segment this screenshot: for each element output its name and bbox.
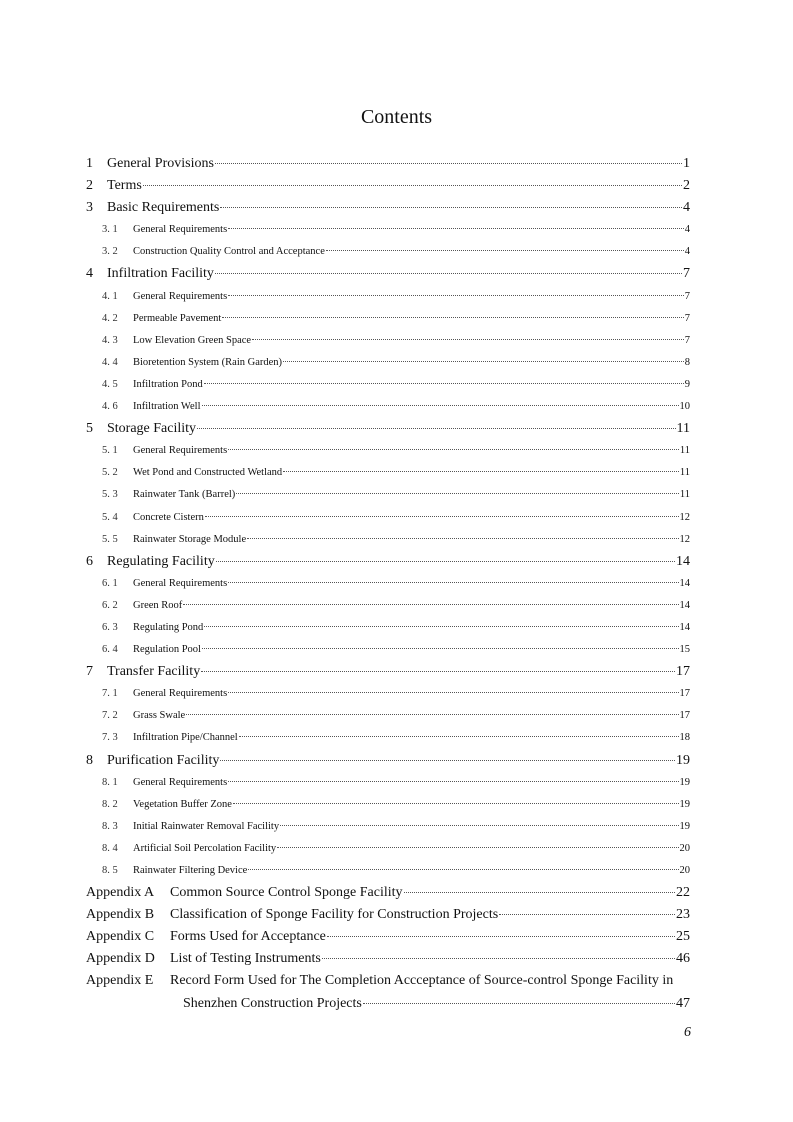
toc-entry-page: 2: [683, 178, 690, 194]
dot-leader: [202, 648, 679, 649]
toc-entry-label: Artificial Soil Percolation Facility: [133, 842, 277, 854]
toc-entry[interactable]: [86, 484, 690, 506]
toc-entry-page: 14: [679, 599, 690, 611]
toc-entry[interactable]: [86, 418, 690, 440]
toc-entry-page: 25: [676, 929, 690, 945]
toc-entry[interactable]: [86, 219, 690, 241]
toc-entry[interactable]: [86, 838, 690, 860]
toc-entry-label: General Requirements: [133, 290, 228, 302]
toc-entry-page: 19: [676, 752, 690, 768]
toc-entry-label: Common Source Control Sponge Facility: [170, 885, 403, 901]
dot-leader: [236, 493, 679, 494]
toc-entry-label: Forms Used for Acceptance: [170, 929, 326, 945]
toc-entry-number: 5. 4: [102, 511, 118, 523]
dot-leader: [228, 582, 678, 583]
dot-leader: [228, 781, 678, 782]
toc-entry-page: 12: [679, 533, 690, 545]
toc-entry-label: Rainwater Storage Module: [133, 533, 247, 545]
toc-entry-number: Appendix C: [86, 929, 155, 945]
dot-leader: [228, 449, 679, 450]
dot-leader: [186, 714, 678, 715]
toc-entry-label-continued: Shenzhen Construction Projects: [183, 995, 362, 1011]
toc-entry-number: 7: [86, 664, 93, 680]
toc-entry-label: Regulating Pond: [133, 621, 204, 633]
toc-entry[interactable]: [86, 330, 690, 352]
dot-leader: [283, 361, 684, 362]
toc-entry-number: 6. 3: [102, 621, 118, 633]
toc-entry-label: Construction Quality Control and Acceptance: [133, 246, 325, 258]
toc-entry-label: Purification Facility: [107, 752, 220, 768]
toc-entry[interactable]: [86, 153, 690, 175]
toc-entry[interactable]: [86, 639, 690, 661]
toc-entry-page: 7: [684, 334, 690, 346]
toc-entry-number: 7. 3: [102, 732, 118, 744]
toc-entry-label: Vegetation Buffer Zone: [133, 798, 232, 810]
toc-entry-page: 17: [679, 710, 690, 722]
dot-leader: [228, 692, 678, 693]
toc-entry-page: 11: [679, 445, 690, 457]
toc-entry-page: 11: [676, 421, 690, 437]
toc-entry-label: General Provisions: [107, 156, 214, 171]
toc-entry[interactable]: [86, 462, 690, 484]
toc-entry-label: Infiltration Pond: [133, 378, 203, 390]
toc-entry-page: 9: [684, 378, 690, 390]
toc-entry-number: 8. 1: [102, 776, 118, 788]
toc-entry-label: Regulation Pool: [133, 644, 201, 656]
dot-leader: [248, 869, 678, 870]
toc-entry-label: General Requirements: [133, 577, 228, 589]
dot-leader: [220, 760, 675, 761]
toc-entry-label: General Requirements: [133, 776, 228, 788]
toc-entry-page: 7: [684, 312, 690, 324]
dot-leader: [216, 561, 675, 562]
dot-leader: [247, 538, 678, 539]
dot-leader: [280, 825, 678, 826]
toc-entry-page: 14: [679, 577, 690, 589]
toc-entry-number: 4. 1: [102, 290, 118, 302]
toc-entry-label: Green Roof: [133, 599, 183, 611]
toc-entry-page: 11: [679, 489, 690, 501]
dot-leader: [327, 936, 675, 937]
toc-entry-label: Record Form Used for The Completion Accceptance of Source-control Sponge Facility in: [170, 973, 674, 989]
toc-entry-label: Wet Pond and Constructed Wetland: [133, 467, 283, 479]
dot-leader: [283, 471, 679, 472]
toc-entry[interactable]: [86, 551, 690, 573]
toc-entry-page: 22: [676, 885, 690, 901]
toc-entry-page: 12: [679, 511, 690, 523]
toc-entry-page: 19: [679, 776, 690, 788]
toc-entry-label: Permeable Pavement: [133, 312, 222, 324]
toc-entry-number: 7. 2: [102, 710, 118, 722]
dot-leader: [222, 317, 683, 318]
dot-leader: [233, 803, 679, 804]
toc-entry[interactable]: [86, 926, 690, 948]
toc-entry[interactable]: [86, 794, 690, 816]
toc-entry-page: 14: [676, 553, 690, 569]
toc-entry-number: 3. 2: [102, 246, 118, 258]
dot-leader: [197, 428, 675, 429]
toc-entry-label: Infiltration Well: [133, 401, 201, 413]
toc-entry-label: Rainwater Filtering Device: [133, 865, 248, 876]
toc-entry-page: 11: [679, 467, 690, 479]
toc-entry[interactable]: [86, 197, 690, 219]
toc-entry-page: 46: [676, 951, 690, 967]
toc-entry[interactable]: [86, 948, 690, 970]
toc-entry-page: 17: [679, 688, 690, 700]
toc-entry[interactable]: [86, 396, 690, 418]
toc-entry-number: Appendix E: [86, 973, 154, 989]
toc-entry[interactable]: [86, 529, 690, 551]
toc-entry-number: 4. 6: [102, 401, 118, 413]
dot-leader: [204, 383, 684, 384]
dot-leader: [499, 914, 675, 915]
toc-entry-number: 8. 2: [102, 798, 118, 810]
toc-entry[interactable]: [86, 241, 690, 263]
dot-leader: [202, 405, 679, 406]
toc-entry-page: 7: [684, 290, 690, 302]
toc-entry-number: 5. 2: [102, 467, 118, 479]
toc-entry[interactable]: [86, 440, 690, 462]
dot-leader: [326, 250, 684, 251]
dot-leader: [239, 736, 679, 737]
toc-entry-label: Bioretention System (Rain Garden): [133, 356, 283, 368]
toc-entry-label: Low Elevation Green Space: [133, 334, 252, 346]
toc-entry-page: 10: [679, 401, 690, 413]
toc-entry[interactable]: [86, 661, 690, 683]
toc-entry-number: 8. 4: [102, 842, 118, 854]
toc-entry-page: 20: [679, 842, 690, 854]
toc-entry[interactable]: [86, 507, 690, 529]
toc-entry-number: Appendix B: [86, 907, 155, 923]
toc-entry-page: 19: [679, 820, 690, 832]
toc-entry[interactable]: [86, 617, 690, 639]
toc-entry-page: 23: [676, 907, 690, 923]
toc-entry-line: [86, 993, 690, 1015]
toc-entry-number: 5. 1: [102, 445, 118, 457]
dot-leader: [201, 671, 675, 672]
toc-entry-number: 6. 4: [102, 644, 118, 656]
toc-entry-number: 3: [86, 200, 93, 216]
toc-entry[interactable]: [86, 286, 690, 308]
toc-entry-page: 19: [679, 798, 690, 810]
toc-entry-label: Classification of Sponge Facility for Construction Projects: [170, 907, 499, 923]
dot-leader: [252, 339, 684, 340]
toc-entry[interactable]: [86, 175, 690, 197]
toc-entry-page: 20: [679, 865, 690, 876]
toc-entry-page: 1: [683, 156, 690, 171]
toc-entry-label: Infiltration Facility: [107, 266, 214, 282]
toc-entry-number: 6. 1: [102, 577, 118, 589]
toc-entry-label: Infiltration Pipe/Channel: [133, 732, 238, 744]
toc-entry[interactable]: [86, 904, 690, 926]
toc-entry[interactable]: [86, 705, 690, 727]
toc-entry[interactable]: [86, 263, 690, 285]
toc-entry-label: Concrete Cistern: [133, 511, 204, 523]
toc-entry-number: 5: [86, 421, 93, 437]
toc-entry[interactable]: [86, 860, 690, 882]
dot-leader: [143, 185, 682, 186]
toc-entry[interactable]: [86, 308, 690, 330]
toc-entry-page: 8: [684, 356, 690, 368]
dot-leader: [215, 273, 682, 274]
toc-entry-number: 1: [86, 156, 93, 171]
toc-entry-page: 4: [684, 224, 690, 236]
toc-entry-number: Appendix D: [86, 951, 155, 967]
toc-entry[interactable]: [86, 683, 690, 705]
toc-entry-label: General Requirements: [133, 445, 228, 457]
dot-leader: [205, 516, 679, 517]
toc-entry-label: Grass Swale: [133, 710, 186, 722]
toc-entry-number: 5. 5: [102, 533, 118, 545]
toc-entry-page: 47: [676, 995, 690, 1011]
toc-entry-page: 15: [679, 644, 690, 656]
page-title: Contents: [360, 106, 433, 128]
toc-entry-page: 18: [679, 732, 690, 744]
toc-entry[interactable]: [86, 772, 690, 794]
table-of-contents: [86, 153, 690, 1015]
toc-entry[interactable]: [86, 573, 690, 595]
toc-entry-label: Storage Facility: [107, 421, 197, 437]
toc-entry-number: 4. 4: [102, 356, 118, 368]
toc-entry-label: Transfer Facility: [107, 664, 201, 680]
toc-entry-number: 4. 2: [102, 312, 118, 324]
page-number: 6: [684, 1025, 691, 1040]
toc-entry-label: General Requirements: [133, 688, 228, 700]
toc-entry-label: Basic Requirements: [107, 200, 220, 216]
toc-entry-number: 8. 3: [102, 820, 118, 832]
toc-entry-number: 4: [86, 266, 93, 282]
toc-entry-page: 14: [679, 621, 690, 633]
dot-leader: [228, 295, 684, 296]
toc-entry-page: 4: [683, 200, 690, 216]
toc-entry-number: 2: [86, 178, 93, 194]
toc-entry-number: 3. 1: [102, 224, 118, 236]
dot-leader: [363, 1003, 675, 1004]
toc-entry-page: 4: [684, 246, 690, 258]
dot-leader: [404, 892, 675, 893]
toc-entry-number: 5. 3: [102, 489, 118, 501]
dot-leader: [215, 163, 682, 164]
toc-entry-number: 7. 1: [102, 688, 118, 700]
toc-entry-label: Regulating Facility: [107, 553, 215, 569]
dot-leader: [322, 958, 675, 959]
toc-entry[interactable]: [86, 816, 690, 838]
toc-entry-page: 17: [676, 664, 690, 680]
toc-entry-label: Rainwater Tank (Barrel): [133, 489, 236, 501]
toc-entry[interactable]: [86, 352, 690, 374]
dot-leader: [277, 847, 678, 848]
toc-entry[interactable]: [86, 374, 690, 396]
toc-entry[interactable]: [86, 750, 690, 772]
toc-entry-label: Initial Rainwater Removal Facility: [133, 820, 280, 832]
toc-entry[interactable]: [86, 595, 690, 617]
toc-entry-number: 6: [86, 553, 93, 569]
dot-leader: [220, 207, 682, 208]
toc-entry-number: 6. 2: [102, 599, 118, 611]
dot-leader: [204, 626, 678, 627]
toc-entry-number: 4. 5: [102, 378, 118, 390]
toc-entry-number: 8. 5: [102, 865, 118, 876]
toc-entry[interactable]: [86, 727, 690, 749]
toc-entry-label: List of Testing Instruments: [170, 951, 321, 967]
dot-leader: [183, 604, 678, 605]
toc-entry-number: 8: [86, 752, 93, 768]
toc-entry-page: 7: [683, 266, 690, 282]
toc-entry[interactable]: [86, 882, 690, 904]
toc-entry-label: General Requirements: [133, 224, 228, 236]
toc-entry[interactable]: [86, 970, 690, 1014]
dot-leader: [228, 228, 684, 229]
toc-entry-line: [86, 970, 690, 992]
toc-entry-number: 4. 3: [102, 334, 118, 346]
toc-entry-label: Terms: [107, 178, 142, 194]
toc-entry-number: Appendix A: [86, 885, 155, 901]
